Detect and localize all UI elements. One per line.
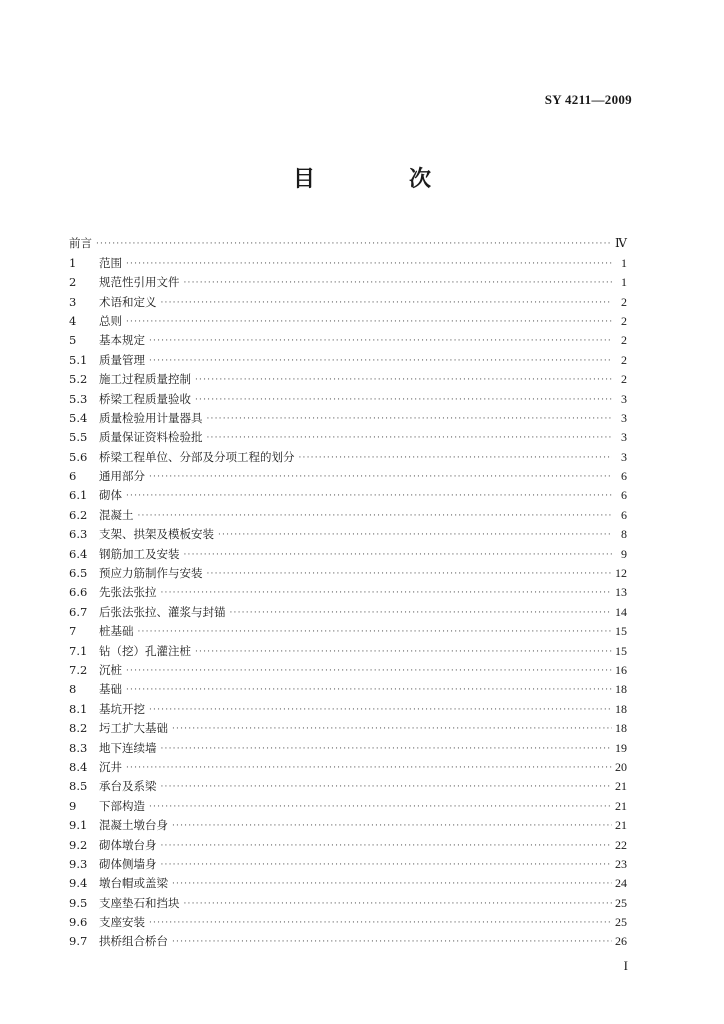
dot-leader [184,549,613,561]
dot-leader [161,297,613,309]
dot-leader [195,394,612,406]
dot-leader [149,335,612,347]
toc-entry [69,774,627,793]
toc-entry [69,871,627,890]
toc-entry-title: 质量管理 [99,352,145,367]
toc-entry-page: 26 [615,934,627,949]
toc-entry [69,735,627,754]
toc-entry-title: 基本规定 [99,333,145,348]
toc-entry [69,231,627,250]
toc-entry [69,832,627,851]
toc-entry-title: 砌体侧墙身 [99,856,157,871]
toc-entry [69,406,627,425]
toc-entry-title: 施工过程质量控制 [99,372,191,387]
toc-entry-title: 支座安装 [99,915,145,930]
dot-leader [207,568,613,580]
toc-entry-title: 桩基础 [99,624,134,639]
toc-entry [69,425,627,444]
toc-entry-number: 8.5 [69,779,88,794]
toc-entry-page: 12 [615,566,627,581]
toc-entry-title: 混凝土墩台身 [99,818,168,833]
dot-leader [149,704,612,716]
toc-entry-number: 7.2 [69,662,88,677]
toc-entry-page: 2 [621,294,627,309]
toc-entry-number: 6.3 [69,527,88,542]
toc-entry-title: 术语和定义 [99,294,157,309]
toc-entry-number: 9 [69,798,77,813]
toc-entry-page: 15 [615,643,627,658]
toc-entry-number: 1 [69,255,77,270]
dot-leader [207,432,613,444]
toc-entry-number: 5.4 [69,410,88,425]
dot-leader [207,413,613,425]
toc-entry-title: 桥梁工程质量验收 [99,391,191,406]
toc-entry [69,716,627,735]
dot-leader [161,840,613,852]
toc-entry-page: 23 [615,856,627,871]
toc-entry [69,638,627,657]
toc-entry-number: 8.2 [69,721,88,736]
toc-entry-number: 6.2 [69,507,88,522]
toc-entry-number: 6.6 [69,585,88,600]
dot-leader [161,743,613,755]
dot-leader [230,607,613,619]
toc-entry-number: 3 [69,294,77,309]
toc-entry-page: 15 [615,624,627,639]
toc-entry [69,813,627,832]
toc-entry [69,561,627,580]
toc-entry-title: 沉桩 [99,662,122,677]
dot-leader [149,917,612,929]
toc-entry-page: 6 [621,488,627,503]
dot-leader [172,723,612,735]
toc-entry-title: 拱桥组合桥台 [99,934,168,949]
toc-entry [69,580,627,599]
toc-entry-page: 2 [621,352,627,367]
dot-leader [161,781,613,793]
toc-entry [69,677,627,696]
toc-entry-page: 19 [615,740,627,755]
toc-entry-number: 7.1 [69,643,88,658]
page-title: 目 次 [292,167,467,192]
toc-entry-title: 钻（挖）孔灌注桩 [99,643,191,658]
dot-leader [172,820,612,832]
toc-entry-page: 21 [615,798,627,813]
toc-entry-page: 21 [615,779,627,794]
dot-leader [184,277,613,289]
toc-entry-page: 13 [615,585,627,600]
toc-entry-page: 25 [615,895,627,910]
standard-code: SY 4211—2009 [544,92,632,107]
toc-entry-title: 沉井 [99,759,122,774]
page-number: I [623,958,628,973]
toc-entry-page: 25 [615,915,627,930]
toc-entry-number: 9.3 [69,856,88,871]
toc-entry-title: 范围 [99,255,122,270]
toc-entry-title: 前言 [69,236,92,251]
toc-entry [69,483,627,502]
toc-entry-title: 钢筋加工及安装 [99,546,180,561]
toc-entry-page: 14 [615,604,627,619]
toc-entry-title: 质量保证资料检验批 [99,430,203,445]
toc-entry-page: 3 [621,449,627,464]
toc-entry-page: 18 [615,682,627,697]
toc-entry-title: 通用部分 [99,469,145,484]
toc-entry-title: 总则 [99,313,122,328]
toc-entry-page: 16 [615,662,627,677]
toc-entry-title: 混凝土 [99,507,134,522]
toc-entry [69,696,627,715]
toc-entry-page: 9 [621,546,627,561]
dot-leader [138,626,613,638]
dot-leader [172,878,612,890]
dot-leader [195,646,612,658]
toc-entry-number: 5 [69,333,77,348]
dot-leader [184,898,613,910]
toc-entry [69,755,627,774]
toc-entry [69,444,627,463]
toc-entry-number: 8.4 [69,759,88,774]
toc-entry-number: 6.5 [69,566,88,581]
toc-entry [69,929,627,948]
toc-entry-number: 9.1 [69,818,88,833]
toc-entry-number: 6.1 [69,488,88,503]
toc-entry-page: 6 [621,469,627,484]
toc-entry-title: 墩台帽或盖梁 [99,876,168,891]
toc-entry [69,347,627,366]
dot-leader [161,587,613,599]
toc-entry-title: 先张法张拉 [99,585,157,600]
dot-leader [126,665,612,677]
toc-entry-title: 砌体 [99,488,122,503]
toc-entry-page: 3 [621,391,627,406]
toc-entry [69,522,627,541]
toc-entry-number: 5.6 [69,449,88,464]
toc-entry-page: 21 [615,818,627,833]
toc-entry-page: 22 [615,837,627,852]
toc-entry [69,619,627,638]
dot-leader [126,684,612,696]
toc-entry [69,250,627,269]
toc-entry-title: 基坑开挖 [99,701,145,716]
dot-leader [126,762,612,774]
dot-leader [126,316,612,328]
toc-entry-page: 6 [621,507,627,522]
toc-entry [69,599,627,618]
dot-leader [126,258,612,270]
toc-entry [69,367,627,386]
toc-entry-page: 2 [621,313,627,328]
toc-entry-title: 桥梁工程单位、分部及分项工程的划分 [99,449,295,464]
toc-entry-title: 砌体墩台身 [99,837,157,852]
dot-leader [96,238,612,250]
toc-entry-number: 5.1 [69,352,88,367]
dot-leader [172,936,612,948]
toc-entry-title: 支座垫石和挡块 [99,895,180,910]
toc-entry-number: 9.2 [69,837,88,852]
toc-entry [69,541,627,560]
toc-entry-title: 下部构造 [99,798,145,813]
toc-entry-number: 9.4 [69,876,88,891]
toc-entry [69,852,627,871]
toc-entry [69,270,627,289]
toc-entry-number: 5.3 [69,391,88,406]
toc-entry-number: 4 [69,313,77,328]
toc-entry [69,890,627,909]
dot-leader [218,529,612,541]
toc-entry [69,309,627,328]
toc-entry-number: 6 [69,469,77,484]
toc-entry [69,910,627,929]
dot-leader [161,859,613,871]
toc-entry-title: 地下连续墙 [99,740,157,755]
toc-entry-page: 1 [621,275,627,290]
toc-entry-number: 8 [69,682,77,697]
toc-entry-number: 8.1 [69,701,88,716]
toc-entry-page: 1 [621,255,627,270]
toc-entry-number: 9.7 [69,934,88,949]
toc-entry-number: 8.3 [69,740,88,755]
toc-entry-page: 18 [615,701,627,716]
dot-leader [126,490,612,502]
dot-leader [149,355,612,367]
toc-entry-title: 规范性引用文件 [99,275,180,290]
toc-entry-title: 预应力筋制作与安装 [99,566,203,581]
dot-leader [195,374,612,386]
toc-entry [69,328,627,347]
toc-entry-title: 支架、拱架及模板安装 [99,527,214,542]
dot-leader [299,452,613,464]
table-of-contents [69,231,627,948]
toc-entry [69,502,627,521]
toc-entry-page: 3 [621,430,627,445]
toc-entry-page: 18 [615,721,627,736]
toc-entry [69,386,627,405]
toc-entry-title: 质量检验用计量器具 [99,410,203,425]
toc-entry-number: 6.4 [69,546,88,561]
toc-entry-number: 7 [69,624,77,639]
toc-entry-number: 5.5 [69,430,88,445]
toc-entry-page: Ⅳ [615,236,627,251]
toc-entry-title: 基础 [99,682,122,697]
toc-entry-title: 承台及系梁 [99,779,157,794]
toc-entry-number: 9.6 [69,915,88,930]
toc-entry [69,793,627,812]
dot-leader [149,801,612,813]
toc-entry-page: 3 [621,410,627,425]
toc-entry [69,289,627,308]
toc-entry-number: 2 [69,275,77,290]
toc-entry-title: 圬工扩大基础 [99,721,168,736]
toc-entry-number: 9.5 [69,895,88,910]
toc-entry-page: 2 [621,372,627,387]
toc-entry-page: 20 [615,759,627,774]
toc-entry-title: 后张法张拉、灌浆与封锚 [99,604,226,619]
dot-leader [149,471,612,483]
toc-entry-page: 24 [615,876,627,891]
toc-entry-page: 8 [621,527,627,542]
toc-entry-number: 6.7 [69,604,88,619]
dot-leader [138,510,613,522]
toc-entry-number: 5.2 [69,372,88,387]
toc-entry [69,464,627,483]
toc-entry-page: 2 [621,333,627,348]
toc-entry [69,658,627,677]
